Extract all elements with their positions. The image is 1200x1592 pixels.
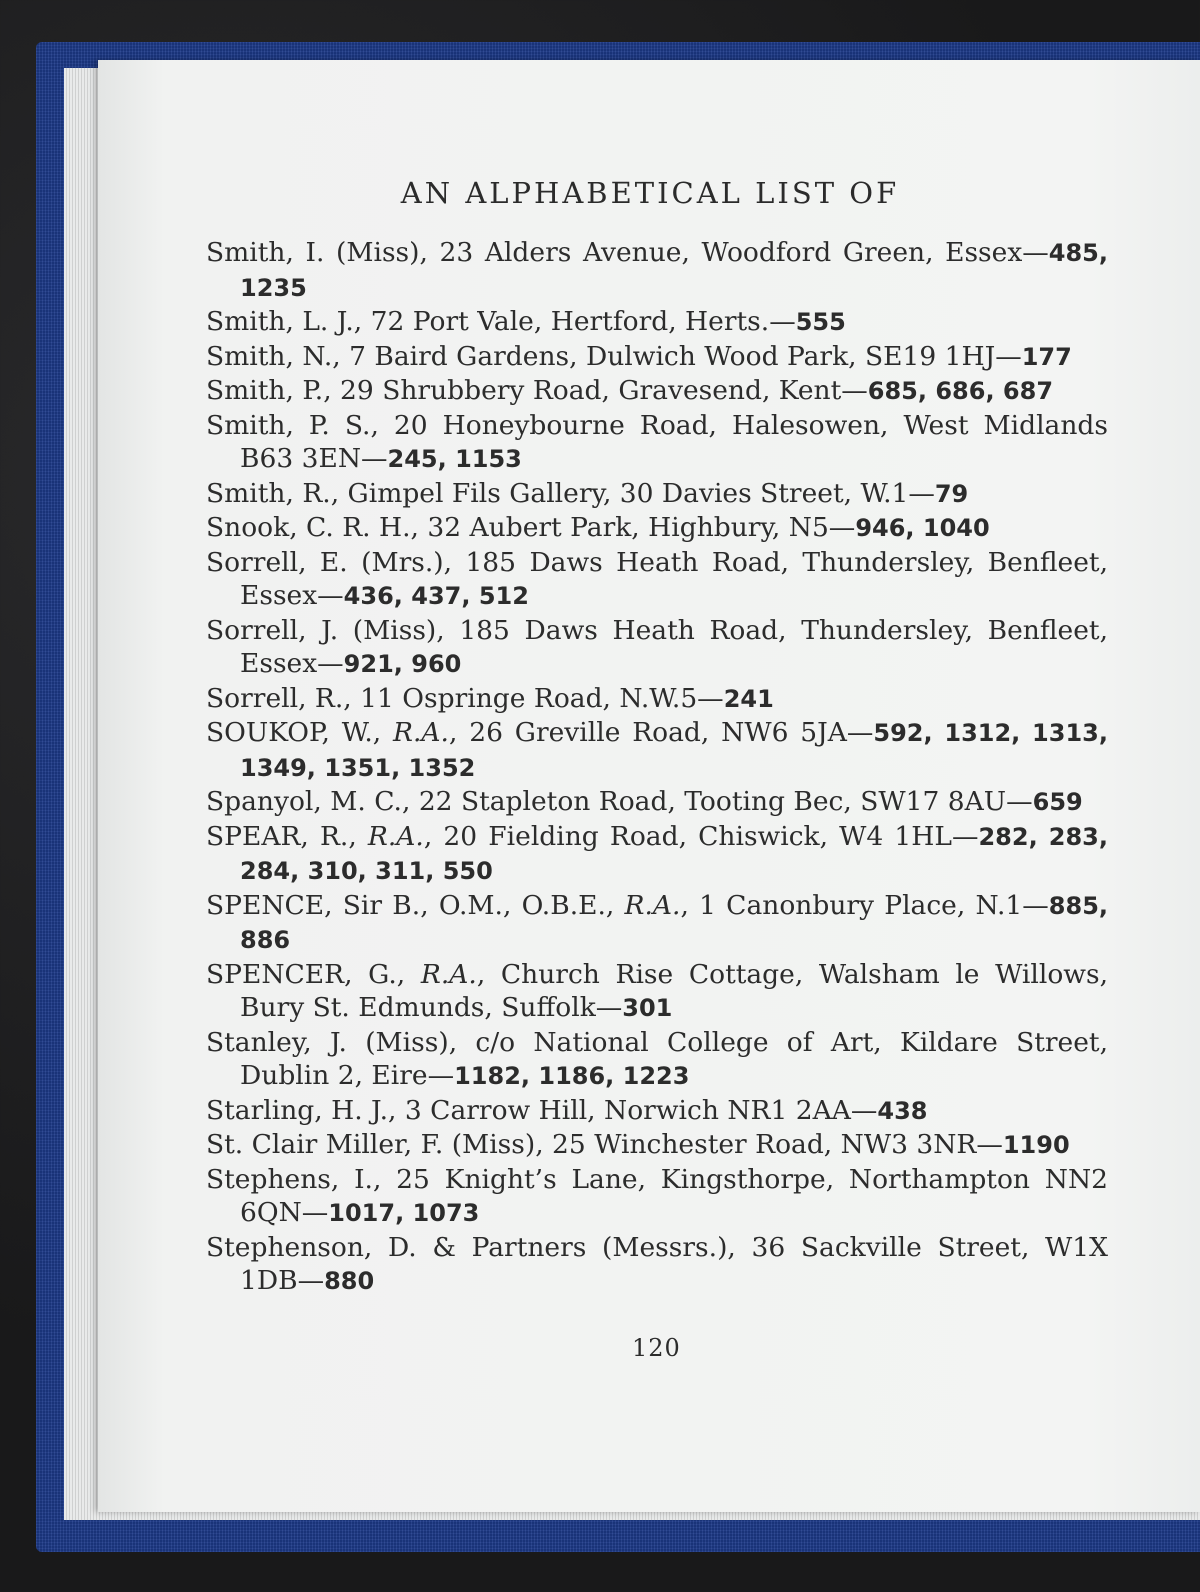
entry-catalogue-numbers: 282, 283, 284, 310, 311, 550 <box>240 822 1108 885</box>
list-item <box>206 305 1108 340</box>
list-item <box>206 785 1108 820</box>
entry-catalogue-numbers: 436, 437, 512 <box>343 582 529 610</box>
entry-catalogue-numbers: 438 <box>877 1096 928 1125</box>
entry-name-address: Smith, I. (Miss), 23 Alders Avenue, Woodford Green, Essex— <box>206 237 1049 268</box>
entry-address: , 1 Canonbury Place, N.1— <box>680 889 1049 921</box>
entry-title-italic: R.A. <box>420 958 477 990</box>
entry-address: , 26 Greville Road, NW6 5JA— <box>448 717 874 748</box>
entry-name-address: Spanyol, M. C., 22 Stapleton Road, Tooting Bec, SW17 8AU— <box>206 786 1033 817</box>
entry-catalogue-numbers: 592, 1312, 1313, 1349, 1351, 1352 <box>240 719 1108 782</box>
entry-name-address: Stanley, J. (Miss), c/o National College of Art, Kildare Street, Dublin 2, Eire— <box>206 1026 1108 1091</box>
list-item <box>206 546 1108 614</box>
entry-title-italic: R.A. <box>367 820 424 852</box>
entry-catalogue-numbers: 685, 686, 687 <box>867 377 1054 405</box>
entry-catalogue-numbers: 1017, 1073 <box>328 1199 480 1227</box>
entry-address: , Church Rise Cottage, Walsham le Willows, Bury St. Edmunds, Suffolk— <box>240 958 1108 1023</box>
list-item <box>206 716 1108 785</box>
page-header: AN ALPHABETICAL LIST OF <box>400 176 900 210</box>
entry-name-address: Stephens, I., 25 Knight’s Lane, Kingsthorpe, Northampton NN2 6QN— <box>206 1163 1108 1228</box>
list-item <box>206 958 1108 1026</box>
entry-title-italic: R.A. <box>624 889 681 921</box>
page-number: 120 <box>632 1334 681 1362</box>
entry-title-italic: R.A. <box>393 717 449 748</box>
entry-catalogue-numbers: 555 <box>795 308 846 336</box>
entry-catalogue-numbers: 245, 1153 <box>387 445 522 473</box>
entry-address: , 20 Fielding Road, Chiswick, W4 1HL— <box>423 820 979 852</box>
list-item <box>206 511 1108 546</box>
entry-catalogue-numbers: 79 <box>934 479 969 508</box>
list-item <box>206 1094 1108 1129</box>
entry-name-address: St. Clair Miller, F. (Miss), 25 Winchester Road, NW3 3NR— <box>206 1129 1003 1160</box>
entry-catalogue-numbers: 946, 1040 <box>855 514 990 542</box>
entry-name-address: Stephenson, D. & Partners (Messrs.), 36 Sackville Street, W1X 1DB— <box>206 1231 1108 1296</box>
list-item <box>206 1163 1108 1231</box>
entry-catalogue-numbers: 921, 960 <box>343 650 462 678</box>
entry-name-address: Smith, P., 29 Shrubbery Road, Gravesend, Kent— <box>206 375 868 406</box>
list-item <box>206 889 1108 958</box>
entry-name-address: Smith, L. J., 72 Port Vale, Hertford, Herts.— <box>206 306 796 337</box>
list-item <box>206 1026 1108 1094</box>
entry-name-address: Starling, H. J., 3 Carrow Hill, Norwich NR1 2AA— <box>206 1094 878 1126</box>
entry-catalogue-numbers: 177 <box>1021 342 1072 371</box>
entry-catalogue-numbers: 1182, 1186, 1223 <box>454 1062 690 1090</box>
entry-catalogue-numbers: 1190 <box>1002 1131 1070 1159</box>
entry-name-address: Smith, R., Gimpel Fils Gallery, 30 Davies Street, W.1— <box>206 477 935 509</box>
entry-name-address: SPEAR, R., <box>206 820 368 852</box>
entry-catalogue-numbers: 880 <box>324 1267 375 1295</box>
entry-catalogue-numbers: 485, 1235 <box>240 239 1108 302</box>
entry-list <box>206 236 1108 1299</box>
entry-name-address: SPENCER, G., <box>206 958 421 990</box>
list-item <box>206 614 1108 682</box>
list-item <box>206 340 1108 375</box>
list-item <box>206 409 1108 477</box>
entry-catalogue-numbers: 301 <box>622 994 673 1022</box>
entry-catalogue-numbers: 659 <box>1032 788 1083 816</box>
list-item <box>206 682 1108 717</box>
list-item <box>206 1231 1108 1299</box>
entry-name-address: Sorrell, R., 11 Ospringe Road, N.W.5— <box>206 682 724 714</box>
list-item <box>206 477 1108 512</box>
entry-name-address: Smith, N., 7 Baird Gardens, Dulwich Wood Park, SE19 1HJ— <box>206 340 1022 372</box>
entry-name-address: Snook, C. R. H., 32 Aubert Park, Highbury, N5— <box>206 512 856 543</box>
entry-name-address: Smith, P. S., 20 Honeybourne Road, Halesowen, West Midlands B63 3EN— <box>206 409 1108 474</box>
entry-name-address: SOUKOP, W., <box>206 717 394 748</box>
entry-catalogue-numbers: 885, 886 <box>240 891 1109 954</box>
list-item <box>206 1128 1108 1163</box>
list-item <box>206 820 1108 889</box>
entry-name-address: SPENCE, Sir B., O.M., O.B.E., <box>206 889 625 921</box>
entry-catalogue-numbers: 241 <box>723 684 774 713</box>
entry-name-address: Sorrell, J. (Miss), 185 Daws Heath Road, Thundersley, Benfleet, Essex— <box>206 614 1108 679</box>
list-item <box>206 374 1108 409</box>
list-item <box>206 236 1108 305</box>
entry-name-address: Sorrell, E. (Mrs.), 185 Daws Heath Road, Thundersley, Benfleet, Essex— <box>206 546 1108 611</box>
